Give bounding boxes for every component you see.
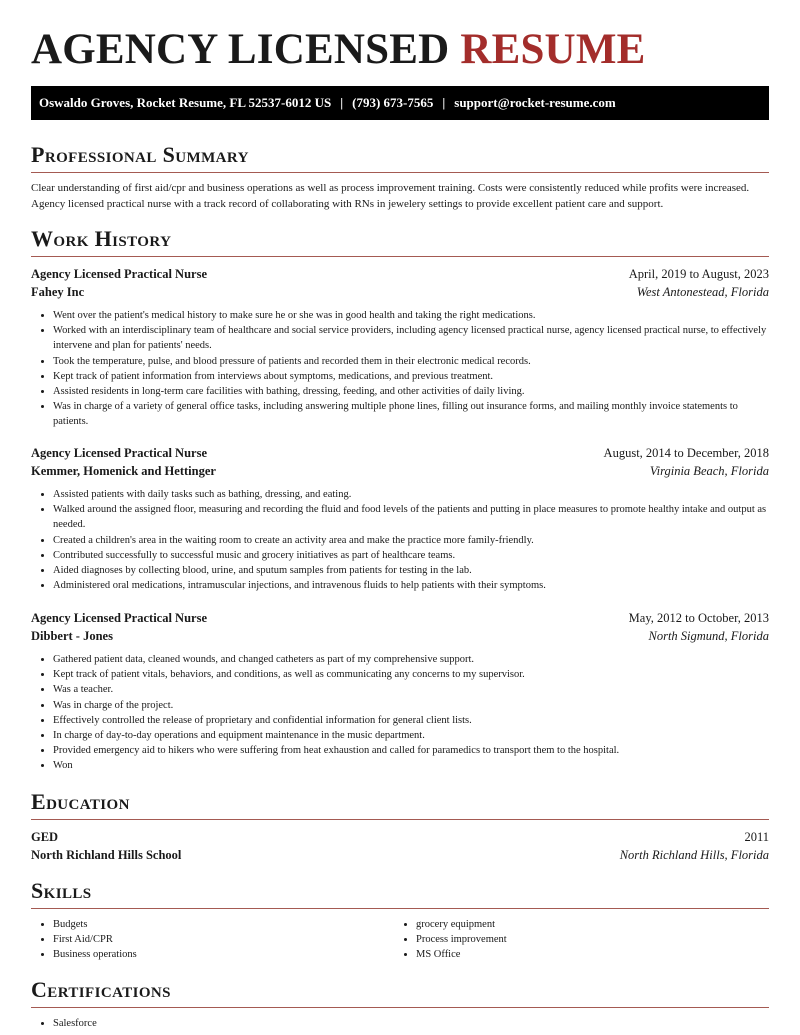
section-divider — [31, 908, 769, 909]
list-item: • Gathered patient data, cleaned wounds, and changed catheters as part of my comprehensive support. — [53, 652, 769, 667]
job-bullets — [31, 308, 769, 430]
job-company: Dibbert - Jones — [31, 629, 113, 643]
education-location: North Richland Hills, Florida — [619, 848, 769, 862]
job-location: Virginia Beach, Florida — [649, 464, 769, 478]
education-degree: GED — [31, 830, 59, 844]
list-item: • Assisted residents in long-term care facilities with bathing, dressing, feeding, and other activities of daily living. — [53, 384, 769, 399]
list-item: • Process improvement — [416, 932, 764, 947]
list-item: • In charge of day-to-day operations and equipment maintenance in the music department. — [53, 728, 769, 743]
list-item: • Contributed successfully to successful music and grocery initiatives as part of healthcare teams. — [53, 548, 769, 563]
job-title-row — [31, 444, 769, 462]
summary-text: Clear understanding of first aid/cpr and business operations as well as process improvement training. Costs were consistently reduced while profits were increased. Agency licensed practical nurse with a track record of collaborating with RNs in jewelery settings to provide excellent patient care and support. — [31, 182, 750, 210]
job-company-row — [31, 283, 769, 301]
contact-email: support@rocket-resume.com — [454, 95, 616, 110]
list-item: • Budgets — [53, 917, 401, 932]
certifications-heading: Certifications — [31, 977, 171, 1002]
section-divider — [31, 256, 769, 257]
job-location: West Antonestead, Florida — [636, 285, 769, 299]
list-item: • Worked with an interdisciplinary team of healthcare and social service providers, including agency licensed practical nurse, agency licensed practical nurse, to effectively intervene and plan for patients' needs. — [53, 323, 769, 353]
job-company: Kemmer, Homenick and Hettinger — [31, 464, 216, 478]
job-company: Fahey Inc — [31, 285, 85, 299]
list-item: • Was in charge of the project. — [53, 698, 769, 713]
work-history-heading: Work History — [31, 226, 172, 251]
list-item: • Administered oral medications, intramuscular injections, and intravenous fluids to help patients with their symptoms. — [53, 578, 769, 593]
job-title-row — [31, 609, 769, 627]
education-heading: Education — [31, 789, 130, 814]
list-item: • Aided diagnoses by collecting blood, urine, and sputum samples from patients for testing in the lab. — [53, 563, 769, 578]
list-item: • Won — [53, 758, 769, 773]
list-item: • Walked around the assigned floor, measuring and recording the fluid and food levels of the patients and putting in place measures to promote healthy intake and output as needed. — [53, 502, 769, 532]
list-item: • Was in charge of a variety of general office tasks, including answering multiple phone lines, filling out insurance forms, and mailing monthly invoice statements to patients. — [53, 399, 769, 429]
job-dates: April, 2019 to August, 2023 — [628, 267, 769, 281]
education-year: 2011 — [744, 830, 769, 844]
list-item: • Salesforce — [53, 1016, 769, 1031]
contact-separator: | — [340, 95, 344, 110]
list-item: • Created a children's area in the waiting room to create an activity area and make the practice more family-friendly. — [53, 533, 769, 548]
list-item: • Was a teacher. — [53, 682, 769, 697]
skills-list-right — [394, 917, 764, 963]
contact-address: Oswaldo Groves, Rocket Resume, FL 52537-6012 US — [39, 95, 332, 110]
job-title-row — [31, 265, 769, 283]
summary-heading: Professional Summary — [31, 142, 249, 167]
job-company-row — [31, 462, 769, 480]
list-item: • Took the temperature, pulse, and blood pressure of patients and recorded them in their electronic medical records. — [53, 354, 769, 369]
job-location: North Sigmund, Florida — [648, 629, 769, 643]
section-divider — [31, 1007, 769, 1008]
list-item: • Kept track of patient information from interviews about symptoms, medications, and previous treatment. — [53, 369, 769, 384]
contact-separator: | — [442, 95, 446, 110]
job-company-row — [31, 627, 769, 645]
skills-list-left — [31, 917, 401, 963]
education-school-row — [31, 846, 769, 864]
section-divider — [31, 819, 769, 820]
job-dates: May, 2012 to October, 2013 — [628, 611, 769, 625]
list-item: • Went over the patient's medical history to make sure he or she was in good health and taking the right medications. — [53, 308, 769, 323]
certifications-list — [31, 1016, 769, 1031]
job-bullets — [31, 652, 769, 774]
list-item: • Assisted patients with daily tasks such as bathing, dressing, and eating. — [53, 487, 769, 502]
page-title — [31, 24, 645, 76]
section-divider — [31, 172, 769, 173]
job-title: Agency Licensed Practical Nurse — [31, 611, 208, 625]
title-part-2: RESUME — [460, 26, 646, 73]
contact-bar — [31, 86, 769, 120]
job-title: Agency Licensed Practical Nurse — [31, 267, 208, 281]
contact-phone: (793) 673-7565 — [352, 95, 434, 110]
list-item: • Effectively controlled the release of proprietary and confidential information for general client lists. — [53, 713, 769, 728]
list-item: • Business operations — [53, 947, 401, 962]
title-part-1: AGENCY LICENSED — [31, 26, 450, 73]
skills-heading: Skills — [31, 878, 92, 903]
education-degree-row — [31, 828, 769, 846]
list-item: • MS Office — [416, 947, 764, 962]
job-dates: August, 2014 to December, 2018 — [603, 446, 769, 460]
list-item: • Kept track of patient vitals, behaviors, and conditions, as well as communicating any concerns to my supervisor. — [53, 667, 769, 682]
job-bullets — [31, 487, 769, 593]
list-item: • First Aid/CPR — [53, 932, 401, 947]
education-school: North Richland Hills School — [31, 848, 182, 862]
list-item: • Provided emergency aid to hikers who were suffering from heat exhaustion and called for paramedics to transport them to the hospital. — [53, 743, 769, 758]
list-item: • grocery equipment — [416, 917, 764, 932]
job-title: Agency Licensed Practical Nurse — [31, 446, 208, 460]
